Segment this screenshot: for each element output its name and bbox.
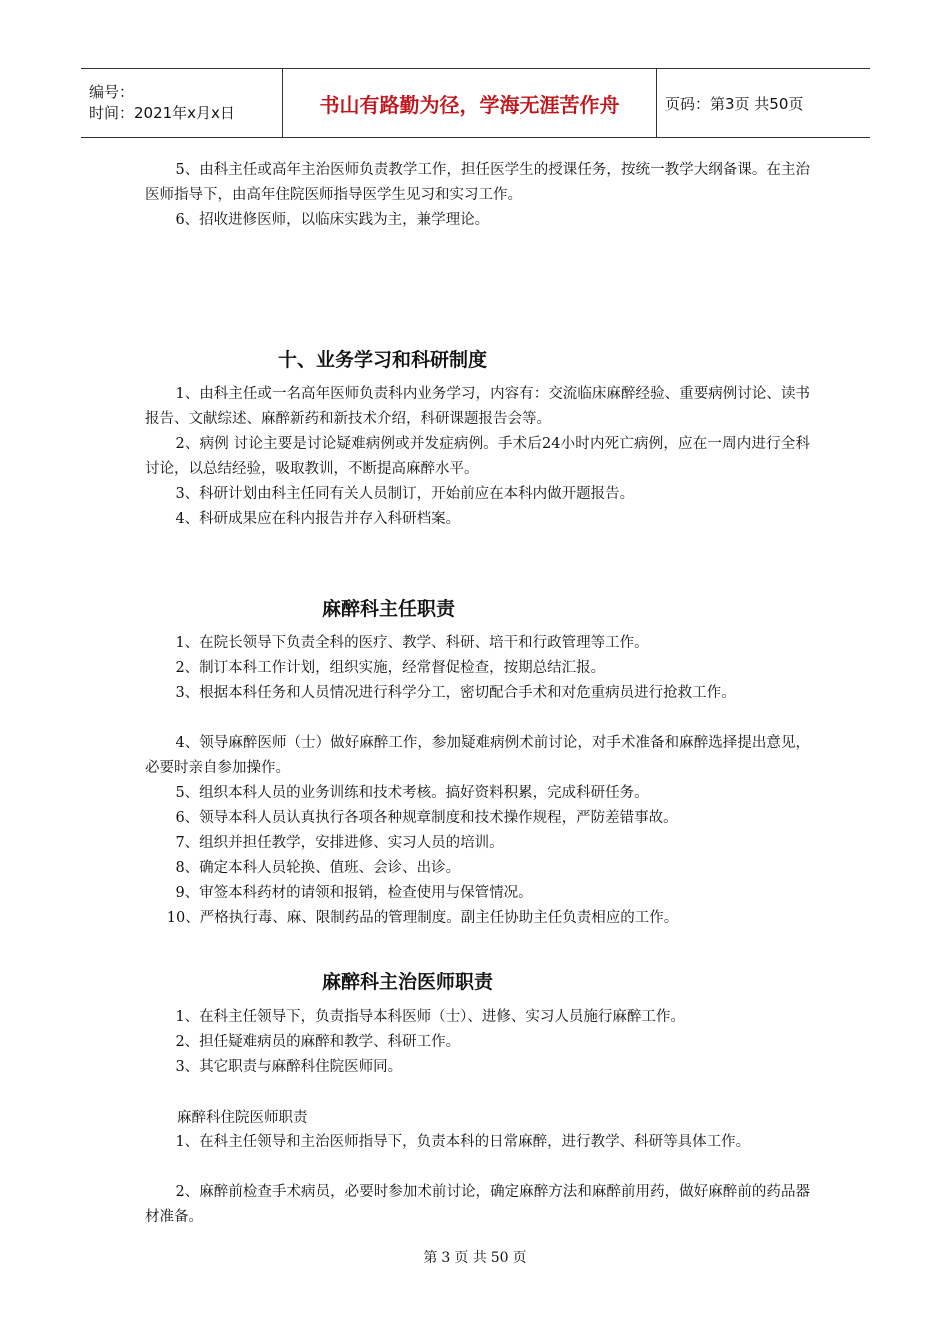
list-item: 7、组织并担任教学，安排进修、实习人员的培训。 — [175, 835, 504, 851]
list-item: 2、病例 讨论主要是讨论疑难病例或并发症病例。手术后24小时内死亡病例，应在一周内进行全科讨论，以总结经验，吸取教训，不断提高麻醉水平。 — [145, 436, 810, 477]
list-item: 2、担任疑难病员的麻醉和教学、科研工作。 — [175, 1034, 461, 1050]
list-item: 2、麻醉前检查手术病员，必要时参加术前讨论，确定麻醉方法和麻醉前用药，做好麻醉前的药品器材准备。 — [145, 1184, 810, 1225]
list-item: 3、根据本科任务和人员情况进行科学分工，密切配合手术和对危重病员进行抢救工作。 — [175, 685, 736, 701]
section-title: 十、业务学习和科研制度 — [278, 349, 488, 371]
section-title: 麻醉科主治医师职责 — [322, 971, 494, 993]
list-item: 1、在科主任领导下，负责指导本科医师（士）、进修、实习人员施行麻醉工作。 — [175, 1009, 685, 1025]
time-label: 时间：2021年x月x日 — [89, 104, 235, 122]
list-item: 1、在科主任领导和主治医师指导下，负责本科的日常麻醉，进行教学、科研等具体工作。 — [175, 1134, 751, 1150]
list-item: 3、科研计划由科主任同有关人员制订，开始前应在本科内做开题报告。 — [175, 486, 635, 502]
list-item: 5、组织本科人员的业务训练和技术考核。搞好资料积累，完成科研任务。 — [175, 785, 649, 801]
header-page-label: 页码：第3页 共50页 — [665, 94, 804, 113]
footer-page-number: 3 — [441, 1250, 451, 1266]
list-item: 2、制订本科工作计划，组织实施，经常督促检查，按期总结汇报。 — [175, 660, 606, 676]
header-motto: 书山有路勤为径，学海无涯苦作舟 — [283, 69, 657, 137]
list-item: 9、审签本科药材的请领和报销，检查使用与保管情况。 — [175, 885, 533, 901]
list-item: 8、确定本科人员轮换、值班、会诊、出诊。 — [175, 860, 461, 876]
serial-label: 编号： — [89, 83, 135, 101]
list-item: 6、领导本科人员认真执行各项各种规章制度和技术操作规程，严防差错事故。 — [175, 810, 678, 826]
header-meta-cell — [81, 69, 283, 137]
page-header — [81, 68, 870, 138]
footer-total-pages: 50 — [490, 1250, 509, 1266]
list-item: 3、其它职责与麻醉科住院医师同。 — [175, 1059, 403, 1075]
list-item: 1、由科主任或一名高年医师负责科内业务学习，内容有：交流临床麻醉经验、重要病例讨论、读书报告、文献综述、麻醉新药和新技术介绍，科研课题报告会等。 — [145, 386, 810, 427]
footer-prefix: 第 — [423, 1250, 438, 1266]
list-item: 10、严格执行毒、麻、限制药品的管理制度。副主任协助主任负责相应的工作。 — [166, 910, 679, 926]
list-item: 6、招收进修医师，以临床实践为主，兼学理论。 — [175, 212, 490, 228]
section-title: 麻醉科主任职责 — [322, 598, 456, 620]
list-item: 5、由科主任或高年主治医师负责教学工作，担任医学生的授课任务，按统一教学大纲备课。在主治医师指导下，由高年住院医师指导医学生见习和实习工作。 — [145, 162, 810, 203]
footer-suffix: 页 — [512, 1250, 527, 1266]
list-item: 1、在院长领导下负责全科的医疗、教学、科研、培干和行政管理等工作。 — [175, 635, 649, 651]
page-footer — [0, 1247, 950, 1267]
list-item: 4、科研成果应在科内报告并存入科研档案。 — [175, 511, 461, 527]
footer-middle: 页 共 — [454, 1250, 487, 1266]
list-item: 4、领导麻醉医师（士）做好麻醉工作，参加疑难病例术前讨论，对手术准备和麻醉选择提出意见，必要时亲自参加操作。 — [145, 735, 810, 776]
section-subtitle: 麻醉科住院医师职责 — [177, 1110, 308, 1126]
